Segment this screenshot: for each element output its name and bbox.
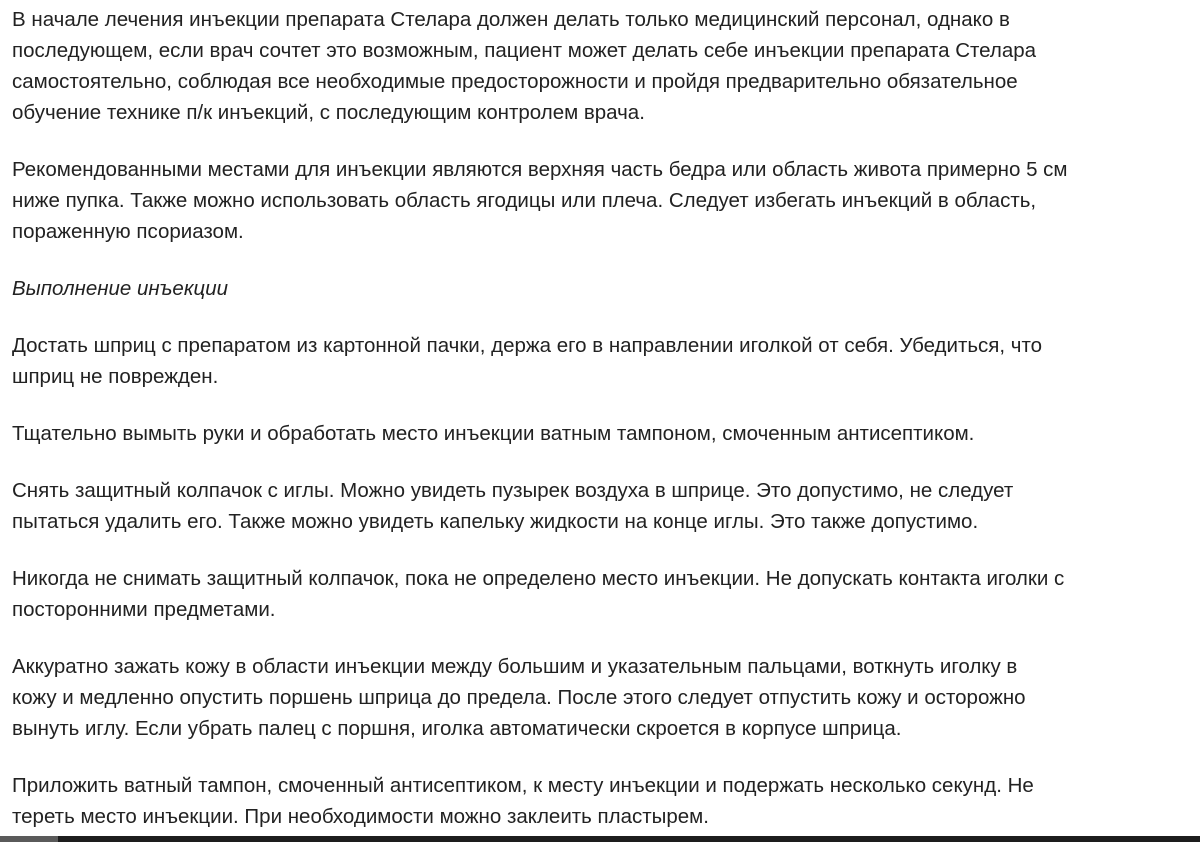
- paragraph-intro: [12, 4, 1188, 128]
- text-line: последующем, если врач сочтет это возможным, пациент может делать себе инъекции препарата Стелара: [12, 39, 1037, 62]
- text-line: Аккуратно зажать кожу в области инъекции между большим и указательным пальцами, воткнуть иголку в: [12, 655, 1018, 678]
- paragraph-step-warning: [12, 563, 1188, 625]
- text-line: Достать шприц с препаратом из картонной пачки, держа его в направлении иголкой от себя. Убедиться, что: [12, 334, 1043, 357]
- paragraph-injection-sites: [12, 154, 1188, 247]
- scrollbar-thumb[interactable]: [0, 836, 58, 842]
- section-heading: [12, 273, 1188, 304]
- paragraph-step-wash-hands: [12, 418, 1188, 449]
- paragraph-step-take-syringe: [12, 330, 1188, 392]
- heading-text: Выполнение инъекции: [12, 277, 229, 300]
- text-line: ниже пупка. Также можно использовать область ягодицы или плеча. Следует избегать инъекций в область,: [12, 189, 1037, 212]
- text-line: самостоятельно, соблюдая все необходимые предосторожности и пройдя предварительно обязательное: [12, 70, 1018, 93]
- text-line: Тщательно вымыть руки и обработать место инъекции ватным тампоном, смоченным антисептиком.: [12, 422, 975, 445]
- paragraph-step-apply-swab: [12, 770, 1188, 832]
- text-line: кожу и медленно опустить поршень шприца до предела. После этого следует отпустить кожу и осторожно: [12, 686, 1026, 709]
- text-line: тереть место инъекции. При необходимости можно заклеить пластырем.: [12, 805, 709, 828]
- text-line: Снять защитный колпачок с иглы. Можно увидеть пузырек воздуха в шприце. Это допустимо, не следует: [12, 479, 1014, 502]
- paragraph-step-inject: [12, 651, 1188, 744]
- horizontal-scrollbar[interactable]: [0, 836, 1200, 842]
- text-line: пораженную псориазом.: [12, 220, 244, 243]
- text-line: вынуть иглу. Если убрать палец с поршня, иголка автоматически скроется в корпусе шприца.: [12, 717, 902, 740]
- text-line: посторонними предметами.: [12, 598, 276, 621]
- text-line: обучение технике п/к инъекций, с последующим контролем врача.: [12, 101, 645, 124]
- text-line: пытаться удалить его. Также можно увидеть капельку жидкости на конце иглы. Это также допустимо.: [12, 510, 979, 533]
- text-line: шприц не поврежден.: [12, 365, 219, 388]
- text-line: Приложить ватный тампон, смоченный антисептиком, к месту инъекции и подержать несколько секунд. Не: [12, 774, 1034, 797]
- text-line: В начале лечения инъекции препарата Стелара должен делать только медицинский персонал, однако в: [12, 8, 1010, 31]
- text-line: Рекомендованными местами для инъекции являются верхняя часть бедра или область живота примерно 5 см: [12, 158, 1068, 181]
- paragraph-step-remove-cap: [12, 475, 1188, 537]
- text-line: Никогда не снимать защитный колпачок, пока не определено место инъекции. Не допускать контакта иголки с: [12, 567, 1065, 590]
